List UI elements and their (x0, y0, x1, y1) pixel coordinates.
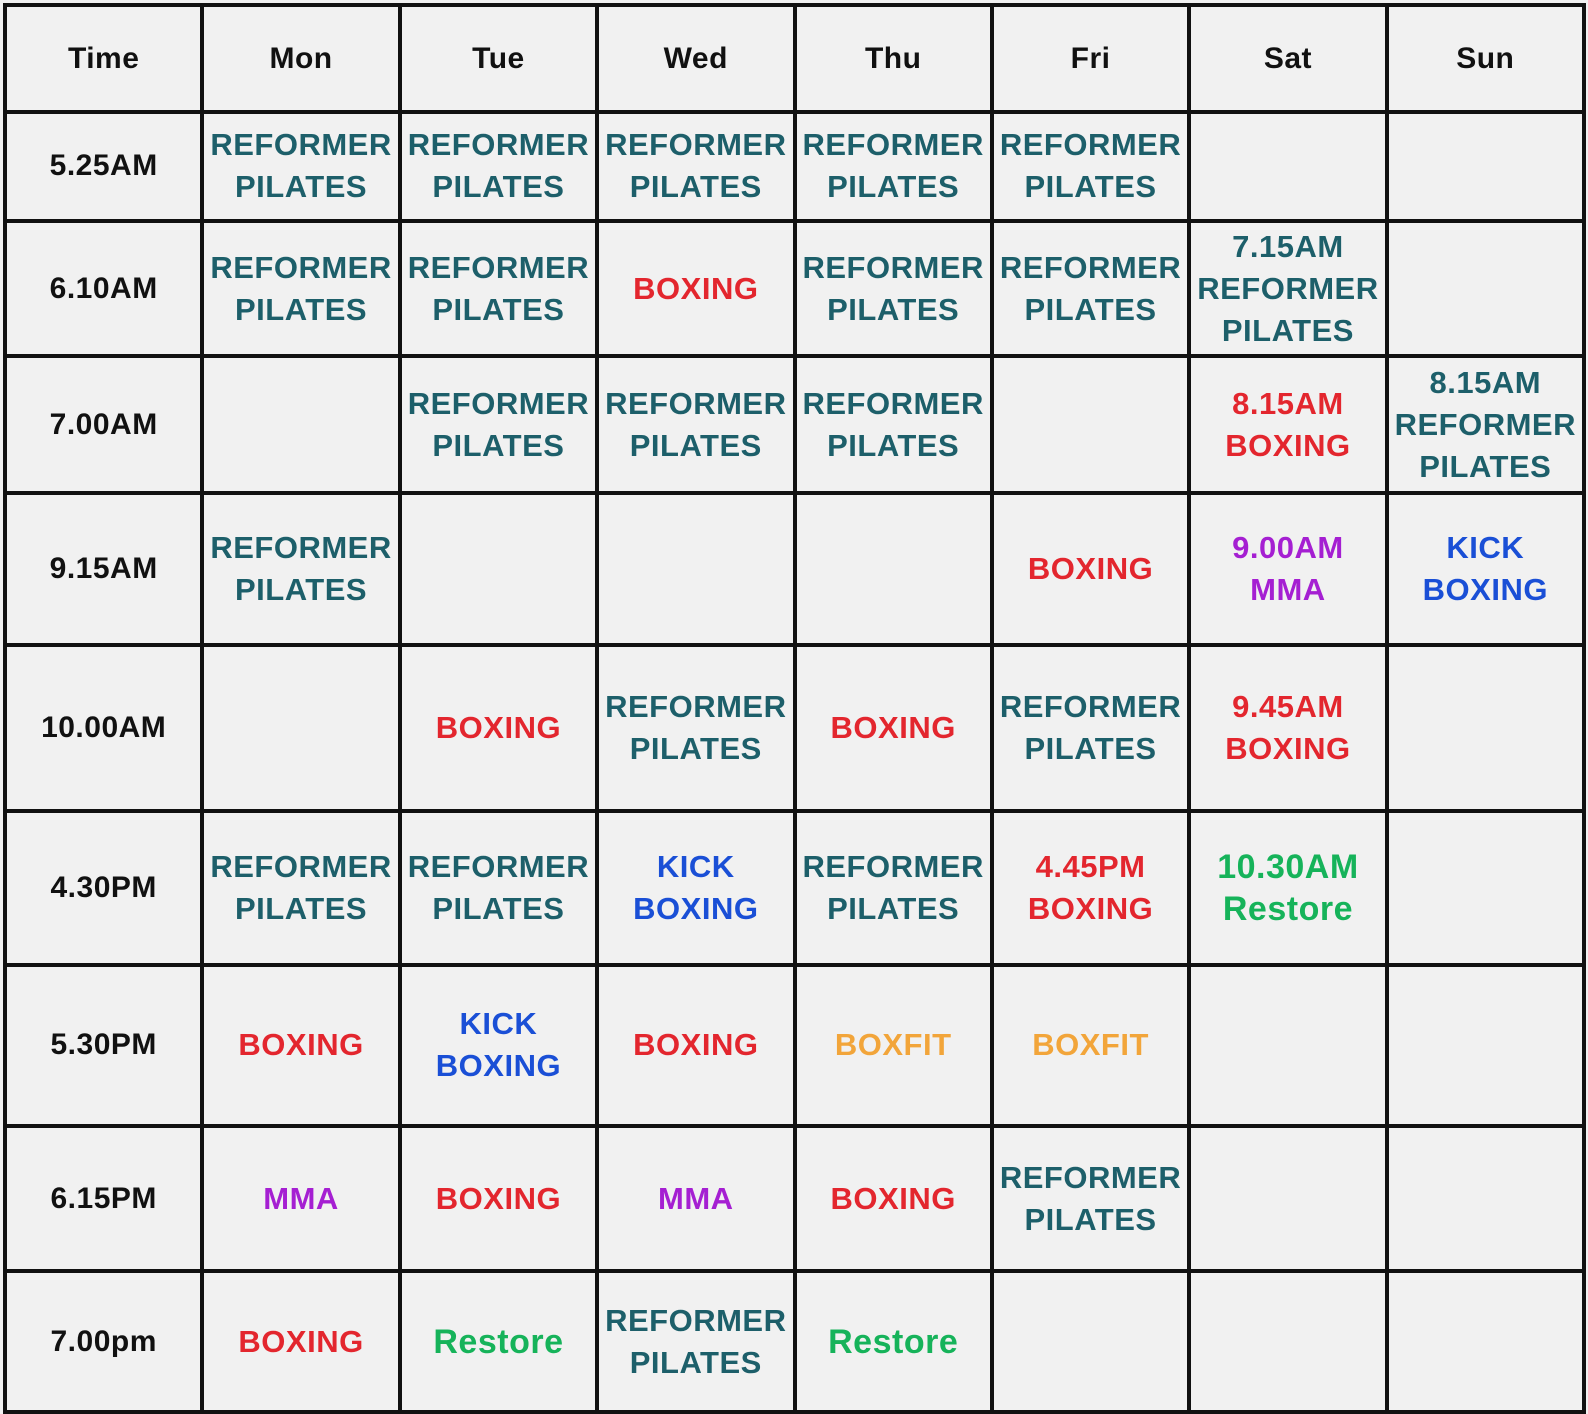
timetable-row (5, 1126, 1584, 1272)
class-name (994, 548, 1187, 590)
timetable-row (5, 1271, 1584, 1412)
class-cell-sun (1387, 221, 1584, 356)
header-time: Time (5, 5, 202, 112)
class-text-line: Restore (433, 1322, 564, 1361)
class-text-line: 9.00AM (1232, 530, 1344, 566)
timetable-row (5, 112, 1584, 221)
class-text-line: MMA (658, 1180, 734, 1216)
class-cell-thu (795, 811, 992, 965)
class-name (1389, 527, 1582, 611)
class-text-line: REFORMER (210, 849, 392, 885)
class-text-line: REFORMER (407, 849, 590, 885)
class-name (797, 124, 990, 208)
class-cell-tue (400, 221, 597, 356)
class-name (599, 1300, 792, 1384)
class-text-line: Restore (1222, 890, 1353, 929)
class-cell-thu (795, 493, 992, 646)
class-text-line: REFORMER (407, 385, 590, 421)
class-name (797, 247, 990, 331)
class-name (204, 1024, 397, 1066)
class-cell-tue (400, 356, 597, 492)
class-name (599, 268, 792, 310)
class-cell-fri (992, 811, 1189, 965)
timetable-row (5, 811, 1584, 965)
header-fri: Fri (992, 5, 1189, 112)
class-name (599, 686, 792, 770)
class-name (797, 707, 990, 749)
class-cell-fri (992, 645, 1189, 811)
class-text-line: REFORMER (999, 127, 1182, 163)
class-cell-tue (400, 965, 597, 1126)
class-name (204, 527, 397, 611)
class-cell-sat (1189, 356, 1386, 492)
class-cell-sat (1189, 965, 1386, 1126)
class-text-line: BOXING (1225, 427, 1351, 463)
timetable-row (5, 221, 1584, 356)
class-name (402, 846, 595, 930)
class-name (599, 1024, 792, 1066)
class-cell-mon (202, 1271, 399, 1412)
class-cell-sun (1387, 811, 1584, 965)
class-text-line: PILATES (827, 427, 960, 463)
class-text-line: REFORMER (407, 249, 590, 285)
class-text-line: BOXING (633, 891, 759, 927)
class-text-line: 9.45AM (1232, 689, 1344, 725)
class-text-line: BOXING (435, 1048, 562, 1084)
class-name (797, 383, 990, 467)
class-name (1191, 527, 1384, 611)
class-name (994, 1157, 1187, 1241)
class-text-line: PILATES (1024, 169, 1157, 205)
class-text-line: PILATES (432, 427, 565, 463)
header-thu: Thu (795, 5, 992, 112)
class-cell-sun (1387, 1126, 1584, 1272)
class-name (402, 1321, 595, 1363)
class-cell-tue (400, 493, 597, 646)
class-text-line: BOXING (238, 1323, 364, 1359)
class-text-line: MMA (263, 1180, 339, 1216)
class-text-line: REFORMER (210, 530, 392, 566)
time-slot-label: 7.00pm (5, 1271, 202, 1412)
class-text-line: PILATES (1221, 312, 1354, 348)
class-text-line: KICK (459, 1006, 538, 1042)
class-text-line: REFORMER (1394, 406, 1576, 442)
class-text-line: BOXING (1027, 551, 1154, 587)
time-slot-label: 5.25AM (5, 112, 202, 221)
class-name (1191, 226, 1384, 352)
class-name (599, 1178, 792, 1220)
timetable-row (5, 493, 1584, 646)
class-text-line: REFORMER (605, 385, 787, 421)
timetable-row (5, 965, 1584, 1126)
class-name (599, 124, 792, 208)
class-name (994, 686, 1187, 770)
class-cell-wed (597, 645, 794, 811)
class-cell-mon (202, 221, 399, 356)
class-text-line: BOXING (1027, 891, 1154, 927)
class-cell-sat (1189, 221, 1386, 356)
class-cell-thu (795, 1271, 992, 1412)
class-text-line: BOXING (435, 710, 562, 746)
class-cell-thu (795, 112, 992, 221)
class-cell-thu (795, 356, 992, 492)
class-cell-sun (1387, 356, 1584, 492)
class-cell-wed (597, 356, 794, 492)
class-cell-wed (597, 1271, 794, 1412)
class-text-line: PILATES (1024, 731, 1157, 767)
time-slot-label: 10.00AM (5, 645, 202, 811)
class-name (204, 1178, 397, 1220)
class-cell-sun (1387, 493, 1584, 646)
class-text-line: 4.45PM (1035, 849, 1146, 885)
time-slot-label: 9.15AM (5, 493, 202, 646)
class-text-line: REFORMER (210, 249, 392, 285)
class-name (797, 1321, 990, 1363)
class-text-line: PILATES (827, 891, 960, 927)
class-text-line: REFORMER (605, 1302, 787, 1338)
time-slot-label: 6.15PM (5, 1126, 202, 1272)
class-text-line: REFORMER (1197, 270, 1379, 306)
class-text-line: PILATES (432, 291, 565, 327)
class-text-line: BOXFIT (1032, 1027, 1149, 1063)
header-sat: Sat (1189, 5, 1386, 112)
time-slot-label: 7.00AM (5, 356, 202, 492)
class-text-line: PILATES (1419, 448, 1552, 484)
class-cell-thu (795, 965, 992, 1126)
time-slot-label: 4.30PM (5, 811, 202, 965)
class-text-line: REFORMER (802, 849, 984, 885)
class-cell-sun (1387, 112, 1584, 221)
class-cell-fri (992, 493, 1189, 646)
class-text-line: 7.15AM (1232, 228, 1344, 264)
class-text-line: 10.30AM (1217, 848, 1359, 887)
class-text-line: REFORMER (802, 249, 984, 285)
class-text-line: PILATES (432, 891, 565, 927)
class-name (402, 383, 595, 467)
class-text-line: BOXING (1225, 731, 1351, 767)
header-tue: Tue (400, 5, 597, 112)
class-name (1191, 686, 1384, 770)
class-text-line: REFORMER (802, 127, 984, 163)
class-text-line: REFORMER (407, 127, 590, 163)
class-cell-fri (992, 221, 1189, 356)
timetable-body (5, 112, 1584, 1412)
class-text-line: REFORMER (999, 1159, 1182, 1195)
class-name (994, 124, 1187, 208)
class-cell-thu (795, 1126, 992, 1272)
timetable-row (5, 356, 1584, 492)
class-cell-wed (597, 493, 794, 646)
class-cell-sat (1189, 811, 1386, 965)
class-cell-mon (202, 965, 399, 1126)
class-text-line: BOXING (830, 1180, 956, 1216)
class-cell-sat (1189, 493, 1386, 646)
class-cell-wed (597, 811, 794, 965)
class-name (204, 124, 397, 208)
class-cell-mon (202, 493, 399, 646)
class-text-line: PILATES (432, 169, 565, 205)
time-slot-label: 5.30PM (5, 965, 202, 1126)
class-name (402, 247, 595, 331)
class-text-line: BOXFIT (834, 1027, 952, 1063)
class-name (1191, 846, 1384, 930)
class-name (402, 124, 595, 208)
class-name (797, 846, 990, 930)
class-name (402, 707, 595, 749)
class-cell-sun (1387, 965, 1584, 1126)
class-text-line: REFORMER (210, 127, 392, 163)
class-name (204, 247, 397, 331)
class-text-line: 8.15AM (1232, 385, 1344, 421)
class-text-line: PILATES (827, 169, 960, 205)
class-cell-thu (795, 221, 992, 356)
class-cell-wed (597, 221, 794, 356)
class-text-line: PILATES (629, 731, 762, 767)
class-cell-fri (992, 965, 1189, 1126)
class-text-line: REFORMER (999, 689, 1182, 725)
class-cell-sun (1387, 645, 1584, 811)
timetable-row (5, 645, 1584, 811)
class-name (994, 846, 1187, 930)
class-text-line: BOXING (633, 270, 759, 306)
class-cell-fri (992, 1271, 1189, 1412)
class-name (402, 1003, 595, 1087)
class-cell-tue (400, 1126, 597, 1272)
header-wed: Wed (597, 5, 794, 112)
class-name (599, 383, 792, 467)
class-text-line: BOXING (830, 710, 956, 746)
class-text-line: BOXING (435, 1180, 562, 1216)
header-sun: Sun (1387, 5, 1584, 112)
class-cell-wed (597, 112, 794, 221)
class-cell-wed (597, 965, 794, 1126)
class-name (204, 846, 397, 930)
class-text-line: REFORMER (802, 385, 984, 421)
class-text-line: BOXING (633, 1027, 759, 1063)
class-name (994, 1024, 1187, 1066)
class-text-line: PILATES (1024, 1201, 1157, 1237)
class-cell-wed (597, 1126, 794, 1272)
class-cell-mon (202, 645, 399, 811)
class-text-line: KICK (1446, 530, 1525, 566)
class-name (204, 1321, 397, 1363)
class-cell-mon (202, 112, 399, 221)
class-text-line: PILATES (629, 427, 762, 463)
class-cell-mon (202, 1126, 399, 1272)
class-cell-mon (202, 356, 399, 492)
class-name (797, 1178, 990, 1220)
time-slot-label: 6.10AM (5, 221, 202, 356)
class-cell-mon (202, 811, 399, 965)
class-text-line: BOXING (238, 1027, 364, 1063)
class-text-line: REFORMER (999, 249, 1182, 285)
class-cell-fri (992, 356, 1189, 492)
class-text-line: BOXING (1422, 572, 1548, 608)
class-text-line: PILATES (235, 291, 368, 327)
class-text-line: 8.15AM (1429, 364, 1542, 400)
class-text-line: REFORMER (605, 689, 787, 725)
header-row (5, 5, 1584, 112)
class-cell-sun (1387, 1271, 1584, 1412)
class-name (402, 1178, 595, 1220)
class-text-line: PILATES (235, 169, 368, 205)
class-name (994, 247, 1187, 331)
class-name (1191, 383, 1384, 467)
class-cell-tue (400, 1271, 597, 1412)
class-text-line: PILATES (827, 291, 960, 327)
class-text-line: PILATES (629, 1344, 762, 1380)
class-text-line: KICK (656, 849, 735, 885)
class-name (797, 1024, 990, 1066)
class-cell-sat (1189, 1271, 1386, 1412)
class-name (599, 846, 792, 930)
class-text-line: PILATES (235, 891, 368, 927)
class-cell-fri (992, 112, 1189, 221)
class-cell-tue (400, 112, 597, 221)
class-cell-tue (400, 811, 597, 965)
class-text-line: PILATES (235, 572, 368, 608)
class-cell-sat (1189, 1126, 1386, 1272)
class-name (1389, 362, 1582, 488)
class-timetable (3, 3, 1586, 1414)
class-text-line: REFORMER (605, 127, 787, 163)
class-cell-tue (400, 645, 597, 811)
class-text-line: Restore (828, 1322, 959, 1361)
class-text-line: MMA (1250, 572, 1326, 608)
class-cell-fri (992, 1126, 1189, 1272)
class-text-line: PILATES (1024, 291, 1157, 327)
class-cell-thu (795, 645, 992, 811)
class-cell-sat (1189, 645, 1386, 811)
header-mon: Mon (202, 5, 399, 112)
class-cell-sat (1189, 112, 1386, 221)
class-text-line: PILATES (629, 169, 762, 205)
